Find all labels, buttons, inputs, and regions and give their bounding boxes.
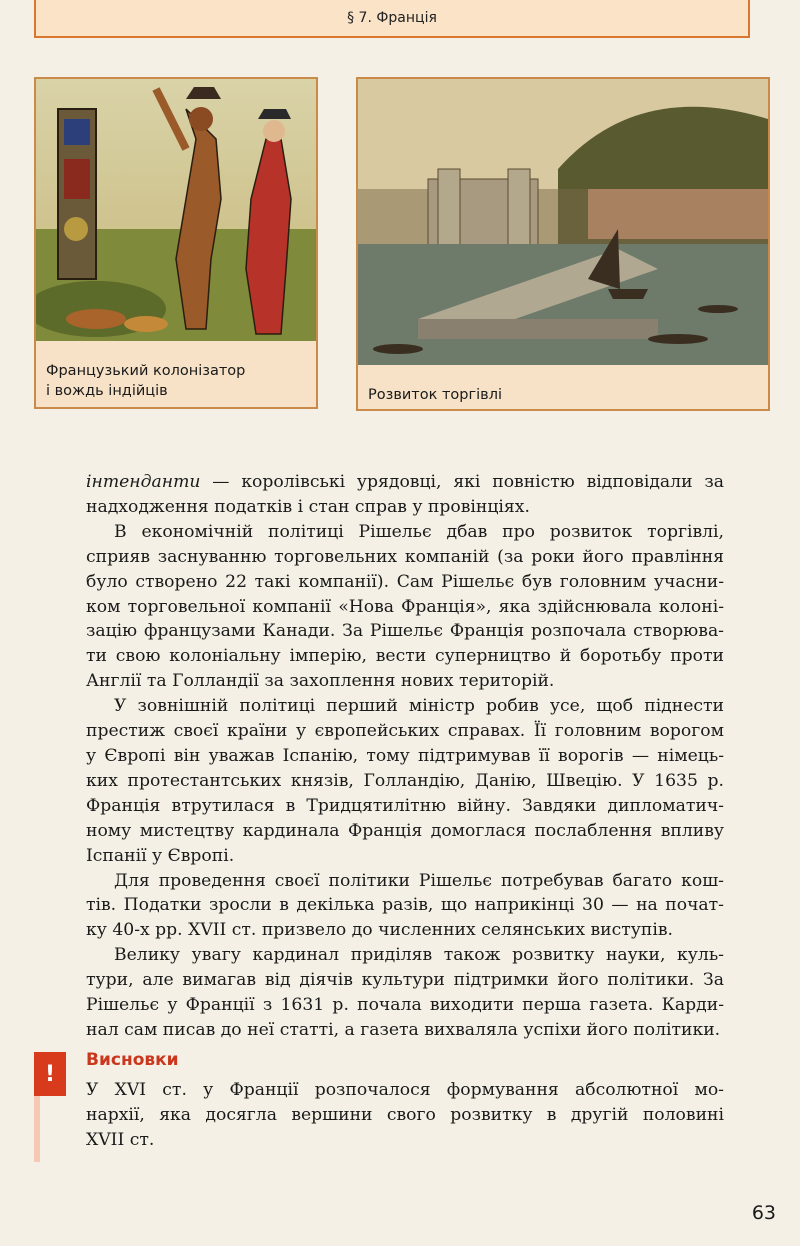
text-line: Англії та Голландії за захоплення нових територій. bbox=[86, 671, 555, 692]
text-line: тури, але вимагав від діячів культури підтримки його політики. За bbox=[86, 970, 724, 991]
conclusions-title: Висновки bbox=[86, 1050, 179, 1070]
text-fragment: — королівські урядовці, які повністю відповідали за bbox=[200, 472, 724, 492]
text-line: У XVI ст. у Франції розпочалося формування абсолютної мо- bbox=[86, 1080, 724, 1100]
text-line: тів. Податки зросли в декілька разів, що наприкінці 30 — на почат- bbox=[86, 895, 724, 916]
trade-harbour-illustration bbox=[358, 79, 768, 365]
colonizer-illustration bbox=[36, 79, 316, 341]
text-line: Іспанії у Європі. bbox=[86, 845, 235, 866]
figure-trade bbox=[356, 77, 770, 411]
section-title: § 7. Франція bbox=[347, 10, 437, 26]
text-line: ком торговельної компанії «Нова Франція», яка здійснювала колоні- bbox=[86, 596, 724, 617]
text-line: зацію французами Канади. За Рішельє Франція розпочала створюва- bbox=[86, 621, 724, 642]
text-line: було створено 22 такі компанії). Сам Рішельє був головним учасни- bbox=[86, 571, 724, 592]
page-number: 63 bbox=[751, 1202, 776, 1224]
text-line: Велику увагу кардинал приділяв також розвитку науки, куль- bbox=[114, 945, 724, 966]
text-line: ному мистецтву кардинала Франція домоглася послаблення впливу bbox=[86, 820, 724, 841]
text-line: престиж своєї країни у європейських справах. Її головним ворогом bbox=[86, 721, 724, 742]
caption-line: Французький колонізатор bbox=[46, 363, 246, 379]
text-line: Франція втрутилася в Тридцятилітню війну. Завдяки дипломатич- bbox=[86, 795, 724, 816]
text-line: у Європі він уважав Іспанію, тому підтримував її ворогів — німець- bbox=[86, 745, 724, 766]
text-line: надходження податків і стан справ у провінціях. bbox=[86, 496, 530, 517]
figure-caption bbox=[46, 361, 310, 401]
exclamation-icon: ! bbox=[34, 1052, 66, 1096]
text-line: Рішельє у Франції з 1631 р. почала виходити перша газета. Карди- bbox=[86, 995, 724, 1016]
text-line: В економічній політиці Рішельє дбав про розвиток торгівлі, bbox=[114, 521, 724, 542]
caption-line: і вождь індійців bbox=[46, 383, 168, 399]
figure-colonizer bbox=[34, 77, 318, 409]
text-line: ти свою колоніальну імперію, вести суперництво й боротьбу проти bbox=[86, 646, 724, 667]
text-line: Для проведення своєї політики Рішельє потребував багато кош- bbox=[114, 870, 724, 891]
text-line: У зовнішній політиці перший міністр робив усе, щоб піднести bbox=[114, 696, 724, 717]
text-line: ких протестантських князів, Голландію, Данію, Швецію. У 1635 р. bbox=[86, 770, 724, 791]
body-text bbox=[86, 470, 724, 1043]
text-line: XVII ст. bbox=[86, 1130, 155, 1150]
text-line: нархії, яка досягла вершини свого розвитку в другій половині bbox=[86, 1105, 724, 1125]
text-line: ку 40-х рр. XVII ст. призвело до численних селянських виступів. bbox=[86, 920, 673, 941]
conclusions-text bbox=[86, 1078, 724, 1153]
text-line bbox=[86, 470, 724, 495]
text-line: нал сам писав до неї статті, а газета вихваляла успіхи його політики. bbox=[86, 1019, 721, 1040]
section-header bbox=[34, 0, 750, 38]
caption-line: Розвиток торгівлі bbox=[368, 387, 502, 403]
figure-caption bbox=[368, 385, 762, 405]
term-intendants: інтенданти bbox=[86, 472, 201, 492]
text-line: сприяв заснуванню торговельних компаній (за роки його правління bbox=[86, 546, 724, 567]
